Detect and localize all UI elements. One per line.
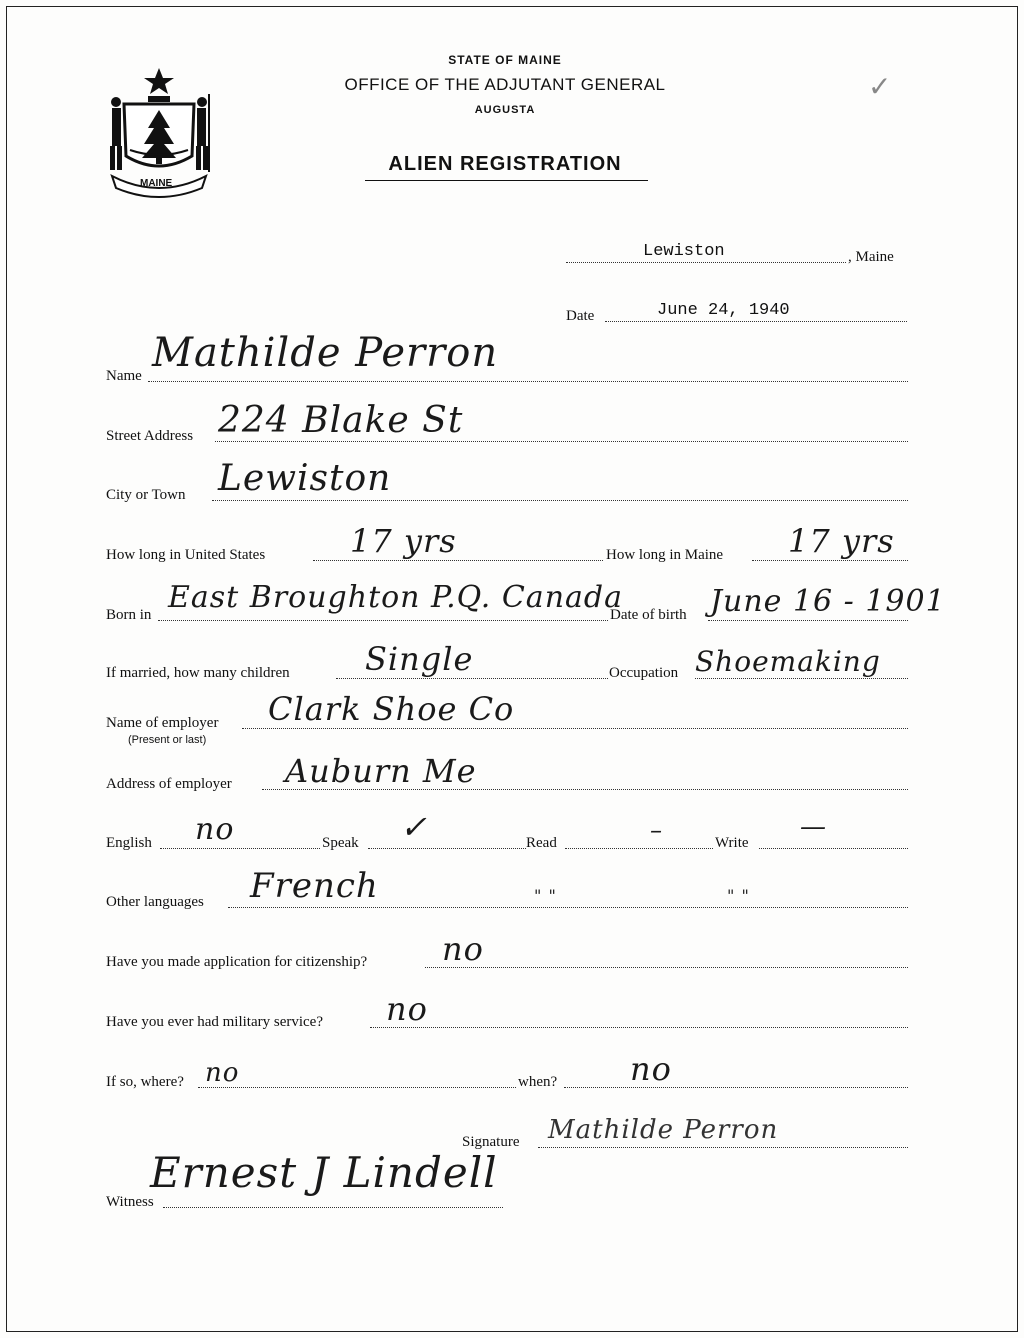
born-line bbox=[158, 620, 608, 621]
date-line bbox=[605, 321, 907, 322]
employer-value: Clark Shoe Co bbox=[268, 690, 515, 728]
born-label: Born in bbox=[106, 607, 152, 623]
born-value: East Broughton P.Q. Canada bbox=[168, 580, 623, 615]
children-value: Single bbox=[365, 640, 474, 678]
place-line bbox=[566, 262, 846, 263]
us-duration-value: 17 yrs bbox=[350, 522, 457, 560]
english-line bbox=[160, 848, 320, 849]
children-line bbox=[336, 678, 608, 679]
date-label: Date bbox=[566, 308, 595, 324]
city-value: Lewiston bbox=[218, 458, 392, 499]
witness-label: Witness bbox=[106, 1194, 154, 1210]
employer-sublabel: (Present or last) bbox=[128, 734, 207, 746]
employer-address-value: Auburn Me bbox=[285, 752, 477, 790]
employer-line bbox=[242, 728, 908, 729]
where-label: If so, where? bbox=[106, 1074, 184, 1090]
citizenship-line bbox=[425, 967, 908, 968]
city-line bbox=[212, 500, 908, 501]
citizenship-label: Have you made application for citizenship? bbox=[106, 954, 368, 970]
other-languages-line bbox=[228, 907, 908, 908]
header-office: OFFICE OF THE ADJUTANT GENERAL bbox=[344, 75, 666, 94]
read-label: Read bbox=[526, 835, 557, 851]
dob-value: June 16 - 1901 bbox=[710, 584, 946, 619]
when-line bbox=[564, 1087, 908, 1088]
speak-value: ✓ bbox=[400, 808, 428, 846]
other-languages-label: Other languages bbox=[106, 894, 204, 910]
name-label: Name bbox=[106, 368, 142, 384]
where-line bbox=[198, 1087, 516, 1088]
city-label: City or Town bbox=[106, 487, 186, 503]
dob-line bbox=[708, 620, 908, 621]
signature-line bbox=[538, 1147, 908, 1148]
read-line bbox=[565, 848, 713, 849]
other-languages-value: French bbox=[250, 866, 379, 906]
header-state: STATE OF MAINE bbox=[448, 53, 562, 67]
military-value: no bbox=[386, 990, 428, 1028]
write-label: Write bbox=[715, 835, 749, 851]
header-city: AUGUSTA bbox=[474, 104, 536, 116]
name-value: Mathilde Perron bbox=[152, 330, 499, 376]
title-underline bbox=[365, 180, 648, 181]
military-line bbox=[370, 1027, 908, 1028]
place-value: Lewiston bbox=[643, 242, 725, 261]
name-line bbox=[148, 381, 908, 382]
place-suffix: , Maine bbox=[848, 249, 894, 265]
children-label: If married, how many children bbox=[106, 665, 290, 681]
occupation-value: Shoemaking bbox=[695, 645, 881, 678]
date-value: June 24, 1940 bbox=[657, 301, 790, 320]
speak-line bbox=[368, 848, 526, 849]
read-value: – bbox=[650, 816, 663, 844]
military-label: Have you ever had military service? bbox=[106, 1014, 323, 1030]
maine-duration-value: 17 yrs bbox=[788, 522, 895, 560]
other-languages-ditto-2: " " bbox=[727, 886, 750, 905]
corner-check-icon: ✓ bbox=[868, 70, 892, 103]
maine-duration-label: How long in Maine bbox=[606, 547, 724, 563]
other-languages-ditto-1: " " bbox=[534, 886, 557, 905]
signature-label: Signature bbox=[462, 1134, 520, 1150]
signature-value: Mathilde Perron bbox=[548, 1115, 779, 1145]
maine-duration-line bbox=[752, 560, 908, 561]
when-value: no bbox=[630, 1050, 672, 1088]
write-value: — bbox=[800, 812, 827, 842]
street-label: Street Address bbox=[106, 428, 194, 444]
occupation-label: Occupation bbox=[609, 665, 679, 681]
english-label: English bbox=[106, 835, 152, 851]
witness-value: Ernest J Lindell bbox=[150, 1148, 498, 1197]
citizenship-value: no bbox=[442, 930, 484, 968]
us-duration-label: How long in United States bbox=[106, 547, 266, 563]
street-line bbox=[215, 441, 908, 442]
speak-label: Speak bbox=[322, 835, 359, 851]
employer-label: Name of employer bbox=[106, 715, 219, 731]
occupation-line bbox=[695, 678, 908, 679]
us-duration-line bbox=[313, 560, 603, 561]
english-value: no bbox=[195, 812, 235, 847]
when-label: when? bbox=[518, 1074, 558, 1090]
where-value: no bbox=[205, 1058, 240, 1088]
witness-line bbox=[163, 1207, 503, 1208]
seal-text: MAINE bbox=[140, 178, 173, 189]
street-value: 224 Blake St bbox=[218, 400, 464, 441]
write-line bbox=[759, 848, 908, 849]
dob-label: Date of birth bbox=[610, 607, 687, 623]
form-title: ALIEN REGISTRATION bbox=[388, 153, 622, 175]
employer-address-label: Address of employer bbox=[106, 776, 232, 792]
